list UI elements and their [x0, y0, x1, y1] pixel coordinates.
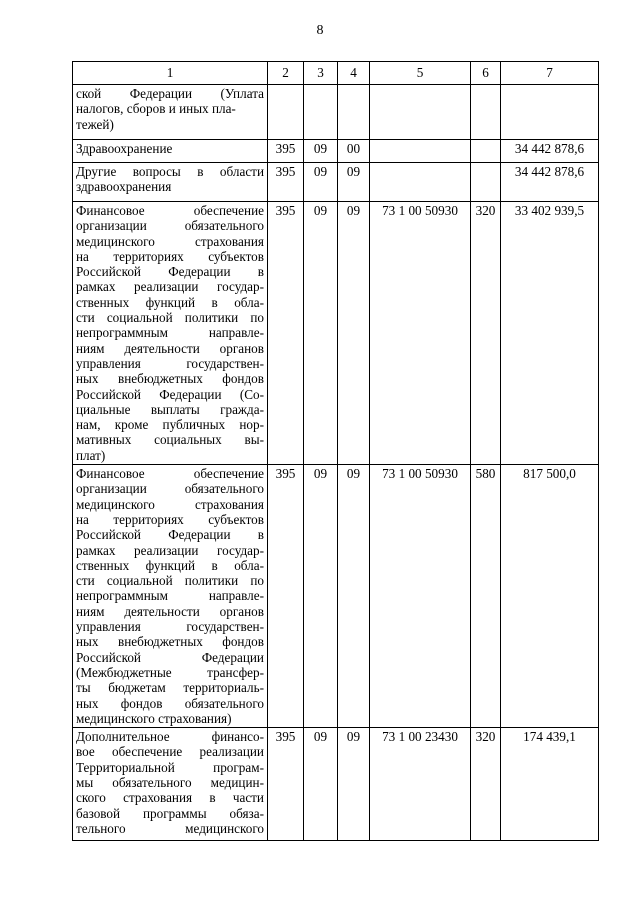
row-col-5 — [370, 163, 471, 202]
row-col-7 — [501, 85, 599, 140]
row-name-line: Российской Федерации (Со- — [76, 386, 264, 402]
row-name-line: медицинского страхования — [76, 233, 264, 249]
row-name-cell — [73, 728, 268, 841]
table-row — [73, 140, 599, 163]
row-col-6 — [471, 85, 501, 140]
row-name-line: плат) — [76, 447, 106, 463]
row-name-cell — [73, 85, 268, 140]
row-col-7: 34 442 878,6 — [501, 140, 599, 163]
row-name-line: ской Федерации (Уплата — [76, 86, 264, 101]
row-col-6 — [471, 140, 501, 163]
row-col-7: 174 439,1 — [501, 728, 599, 841]
row-name-line: ственных функций в обла- — [76, 294, 264, 310]
row-col-2: 395 — [268, 163, 304, 202]
table-row — [73, 728, 599, 841]
row-col-6: 320 — [471, 202, 501, 465]
table-row — [73, 202, 599, 465]
row-col-3: 09 — [304, 202, 338, 465]
row-name-line: ского страхования в части — [76, 790, 264, 806]
row-col-6 — [471, 163, 501, 202]
row-col-2: 395 — [268, 465, 304, 728]
row-name-line: организации обязательного — [76, 218, 264, 234]
header-col-6: 6 — [471, 62, 501, 85]
table-row — [73, 85, 599, 140]
row-col-5 — [370, 85, 471, 140]
row-col-4: 09 — [338, 163, 370, 202]
row-name-line: налогов, сборов и иных пла- — [76, 101, 236, 117]
row-name-line: Финансовое обеспечение — [76, 203, 264, 218]
header-col-4: 4 — [338, 62, 370, 85]
row-col-6: 580 — [471, 465, 501, 728]
row-col-3: 09 — [304, 728, 338, 841]
row-name-line: нам, кроме публичных нор- — [76, 417, 264, 433]
row-name-line: рамках реализации государ- — [76, 542, 264, 558]
header-col-5: 5 — [370, 62, 471, 85]
row-name-line: Российской Федерации в — [76, 527, 264, 543]
row-col-4: 09 — [338, 728, 370, 841]
header-col-7: 7 — [501, 62, 599, 85]
row-col-4 — [338, 85, 370, 140]
row-name-line: ниям деятельности органов — [76, 340, 264, 356]
row-name-line: ных внебюджетных фондов — [76, 634, 264, 650]
row-name-line: ных фондов обязательного — [76, 695, 264, 711]
row-name-line: ниям деятельности органов — [76, 603, 264, 619]
table-row — [73, 465, 599, 728]
row-col-7: 34 442 878,6 — [501, 163, 599, 202]
table-header-row — [73, 62, 599, 85]
row-name-line: ственных функций в обла- — [76, 557, 264, 573]
row-col-4: 09 — [338, 202, 370, 465]
row-name-line: Российской Федерации в — [76, 264, 264, 280]
row-col-7: 33 402 939,5 — [501, 202, 599, 465]
row-name-line: Здравоохранение — [76, 141, 173, 156]
row-name-cell — [73, 202, 268, 465]
row-name-line: медицинского страхования) — [76, 710, 232, 726]
row-col-2 — [268, 85, 304, 140]
row-name-line: ты бюджетам территориаль- — [76, 680, 264, 696]
row-col-6: 320 — [471, 728, 501, 841]
row-name-line: на территориях субъектов — [76, 511, 264, 527]
row-name-line: управления государствен- — [76, 619, 264, 635]
row-name-cell — [73, 465, 268, 728]
table-row — [73, 163, 599, 202]
row-name-line: базовой программы обяза- — [76, 805, 264, 821]
row-col-5 — [370, 140, 471, 163]
row-name-line: рамках реализации государ- — [76, 279, 264, 295]
row-col-3: 09 — [304, 163, 338, 202]
budget-table — [72, 61, 599, 841]
row-name-line: здравоохранения — [76, 179, 172, 195]
row-col-3: 09 — [304, 465, 338, 728]
header-col-3: 3 — [304, 62, 338, 85]
page-number: 8 — [316, 23, 324, 38]
row-name-line: Российской Федерации — [76, 649, 264, 665]
row-name-line: вое обеспечение реализации — [76, 744, 264, 760]
row-col-2: 395 — [268, 728, 304, 841]
header-col-1: 1 — [73, 62, 268, 85]
row-name-cell — [73, 140, 268, 163]
row-col-7: 817 500,0 — [501, 465, 599, 728]
row-col-4: 00 — [338, 140, 370, 163]
row-name-line: мы обязательного медицин- — [76, 774, 264, 790]
row-col-2: 395 — [268, 140, 304, 163]
header-col-2: 2 — [268, 62, 304, 85]
row-name-line: Финансовое обеспечение — [76, 466, 264, 482]
table-body — [73, 85, 599, 841]
row-name-line: непрограммным направле- — [76, 588, 264, 604]
row-name-line: медицинского страхования — [76, 496, 264, 512]
row-name-line: Дополнительное финансо- — [76, 729, 264, 745]
row-col-3: 09 — [304, 140, 338, 163]
row-col-3 — [304, 85, 338, 140]
row-name-line: тельного медицинского — [76, 820, 264, 836]
row-col-4: 09 — [338, 465, 370, 728]
row-col-5: 73 1 00 23430 — [370, 728, 471, 841]
row-name-line: тежей) — [76, 116, 114, 132]
row-name-line: сти социальной политики по — [76, 573, 264, 589]
row-col-2: 395 — [268, 202, 304, 465]
row-name-line: (Межбюджетные трансфер- — [76, 664, 264, 680]
row-name-line: на территориях субъектов — [76, 248, 264, 264]
row-name-line: ных внебюджетных фондов — [76, 371, 264, 387]
row-name-line: Территориальной програм- — [76, 759, 264, 775]
row-col-5: 73 1 00 50930 — [370, 465, 471, 728]
row-name-line: Другие вопросы в области — [76, 164, 264, 179]
row-name-line: организации обязательного — [76, 481, 264, 497]
row-name-line: непрограммным направле- — [76, 325, 264, 341]
row-name-cell — [73, 163, 268, 202]
row-name-line: сти социальной политики по — [76, 310, 264, 326]
row-name-line: циальные выплаты гражда- — [76, 401, 264, 417]
row-name-line: управления государствен- — [76, 355, 264, 371]
row-col-5: 73 1 00 50930 — [370, 202, 471, 465]
row-name-line: мативных социальных вы- — [76, 432, 264, 448]
